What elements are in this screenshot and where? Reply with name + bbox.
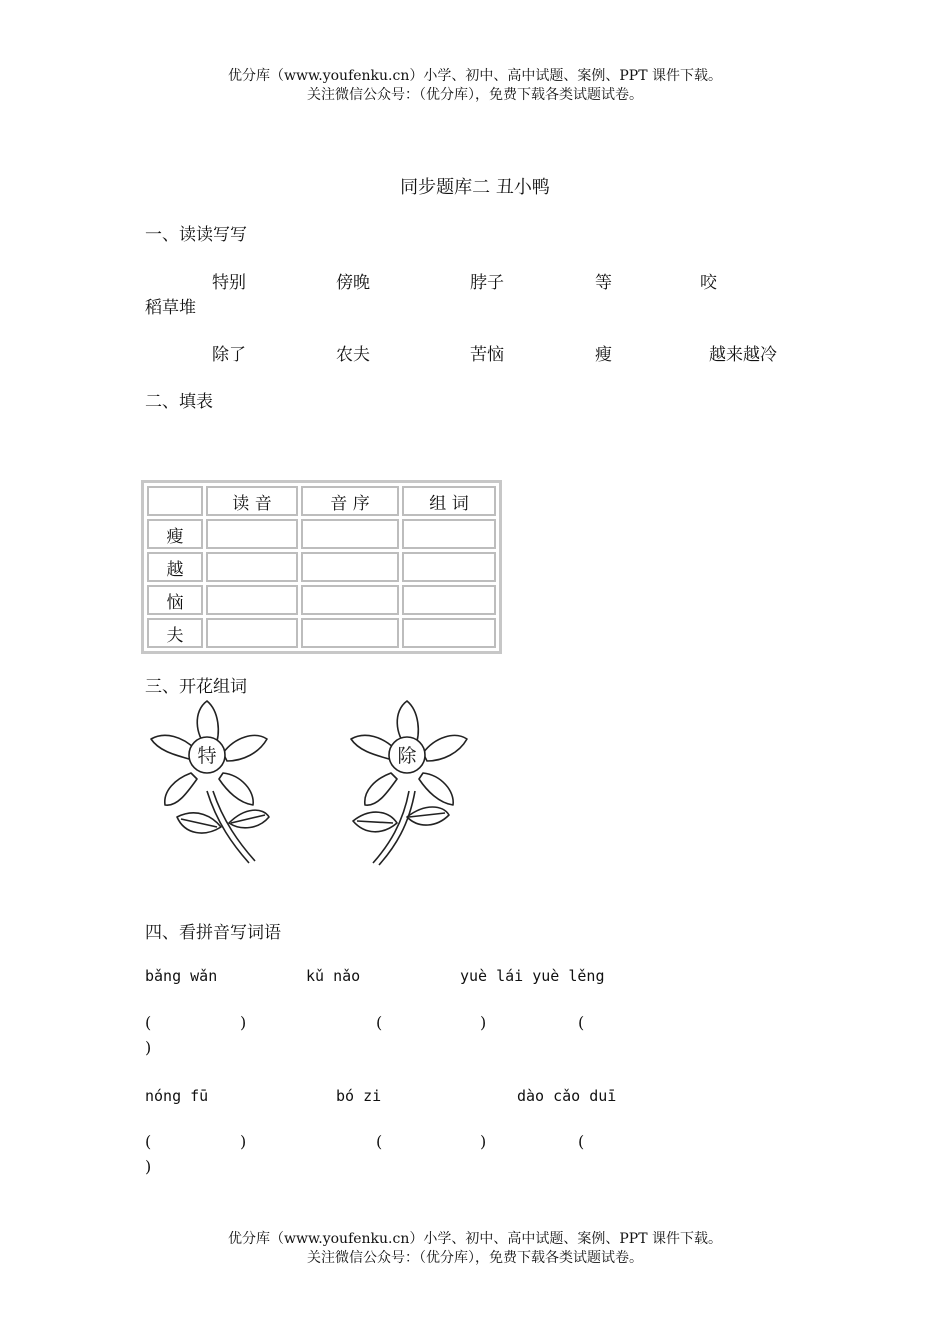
word-item: 农夫 (336, 345, 370, 365)
footer-line-1: 优分库（www.youfenku.cn）小学、初中、高中试题、案例、PPT 课件下载。 (227, 1231, 722, 1247)
word-item: 瘦 (595, 345, 612, 365)
row-character: 瘦 (147, 519, 203, 549)
flower-illustration-2 (345, 695, 475, 867)
section-1-heading: 一、读读写写 (145, 225, 247, 245)
pinyin-item: nóng fū (145, 1087, 209, 1105)
section-3-heading: 三、开花组词 (145, 677, 247, 697)
answer-cell[interactable] (206, 519, 298, 549)
answer-cell[interactable] (206, 552, 298, 582)
header-line-1: 优分库（www.youfenku.cn）小学、初中、高中试题、案例、PPT 课件下载。 (227, 68, 722, 84)
pinyin-item: kǔ nǎo (306, 967, 361, 985)
fill-table (141, 480, 502, 654)
answer-cell[interactable] (301, 618, 399, 648)
flower-center-char: 除 (397, 745, 417, 767)
section-2-heading: 二、填表 (145, 392, 213, 412)
answer-paren-close: ) (145, 1038, 152, 1057)
word-item: 苦恼 (470, 345, 504, 365)
answer-cell[interactable] (402, 585, 496, 615)
answer-cell[interactable] (402, 552, 496, 582)
answer-cell[interactable] (301, 519, 399, 549)
pinyin-item: bó zi (336, 1087, 382, 1105)
pinyin-item: bǎng wǎn (145, 967, 218, 985)
table-row (147, 585, 496, 615)
answer-paren-open: ( (376, 1132, 383, 1151)
answer-paren-open: ( (145, 1013, 152, 1032)
answer-paren-open: ( (578, 1013, 585, 1032)
section-4-heading: 四、看拼音写词语 (145, 923, 281, 943)
answer-cell[interactable] (301, 552, 399, 582)
table-header-cell: 组 词 (402, 486, 496, 516)
answer-cell[interactable] (206, 618, 298, 648)
answer-cell[interactable] (301, 585, 399, 615)
page-title: 同步题库二 丑小鸭 (400, 177, 550, 198)
answer-cell[interactable] (206, 585, 298, 615)
answer-paren-close: ) (240, 1132, 247, 1151)
word-item: 等 (595, 273, 612, 293)
table-row (147, 519, 496, 549)
answer-paren-close: ) (145, 1157, 152, 1176)
answer-paren-close: ) (240, 1013, 247, 1032)
flower-center-char: 特 (197, 745, 217, 767)
answer-cell[interactable] (402, 618, 496, 648)
table-header-cell: 音 序 (301, 486, 399, 516)
word-item: 咬 (700, 273, 717, 293)
table-row (147, 552, 496, 582)
word-item: 稻草堆 (145, 298, 196, 318)
table-row (147, 618, 496, 648)
answer-paren-close: ) (480, 1013, 487, 1032)
word-item: 除了 (212, 345, 246, 365)
header-line-2: 关注微信公众号：（优分库），免费下载各类试题试卷。 (307, 87, 643, 103)
word-item: 脖子 (470, 273, 504, 293)
pinyin-item: yuè lái yuè lěng (460, 967, 605, 985)
word-item: 特别 (212, 273, 246, 293)
table-header-row (147, 486, 496, 516)
answer-paren-close: ) (480, 1132, 487, 1151)
table-header-cell (147, 486, 203, 516)
word-item: 傍晚 (336, 273, 370, 293)
word-item: 越来越冷 (709, 345, 777, 365)
table-header-cell: 读 音 (206, 486, 298, 516)
answer-cell[interactable] (402, 519, 496, 549)
row-character: 越 (147, 552, 203, 582)
row-character: 恼 (147, 585, 203, 615)
answer-paren-open: ( (578, 1132, 585, 1151)
answer-paren-open: ( (376, 1013, 383, 1032)
flower-illustration-1 (145, 695, 275, 867)
answer-paren-open: ( (145, 1132, 152, 1151)
footer-line-2: 关注微信公众号：（优分库），免费下载各类试题试卷。 (307, 1250, 643, 1266)
row-character: 夫 (147, 618, 203, 648)
pinyin-item: dào cǎo duī (517, 1087, 617, 1105)
